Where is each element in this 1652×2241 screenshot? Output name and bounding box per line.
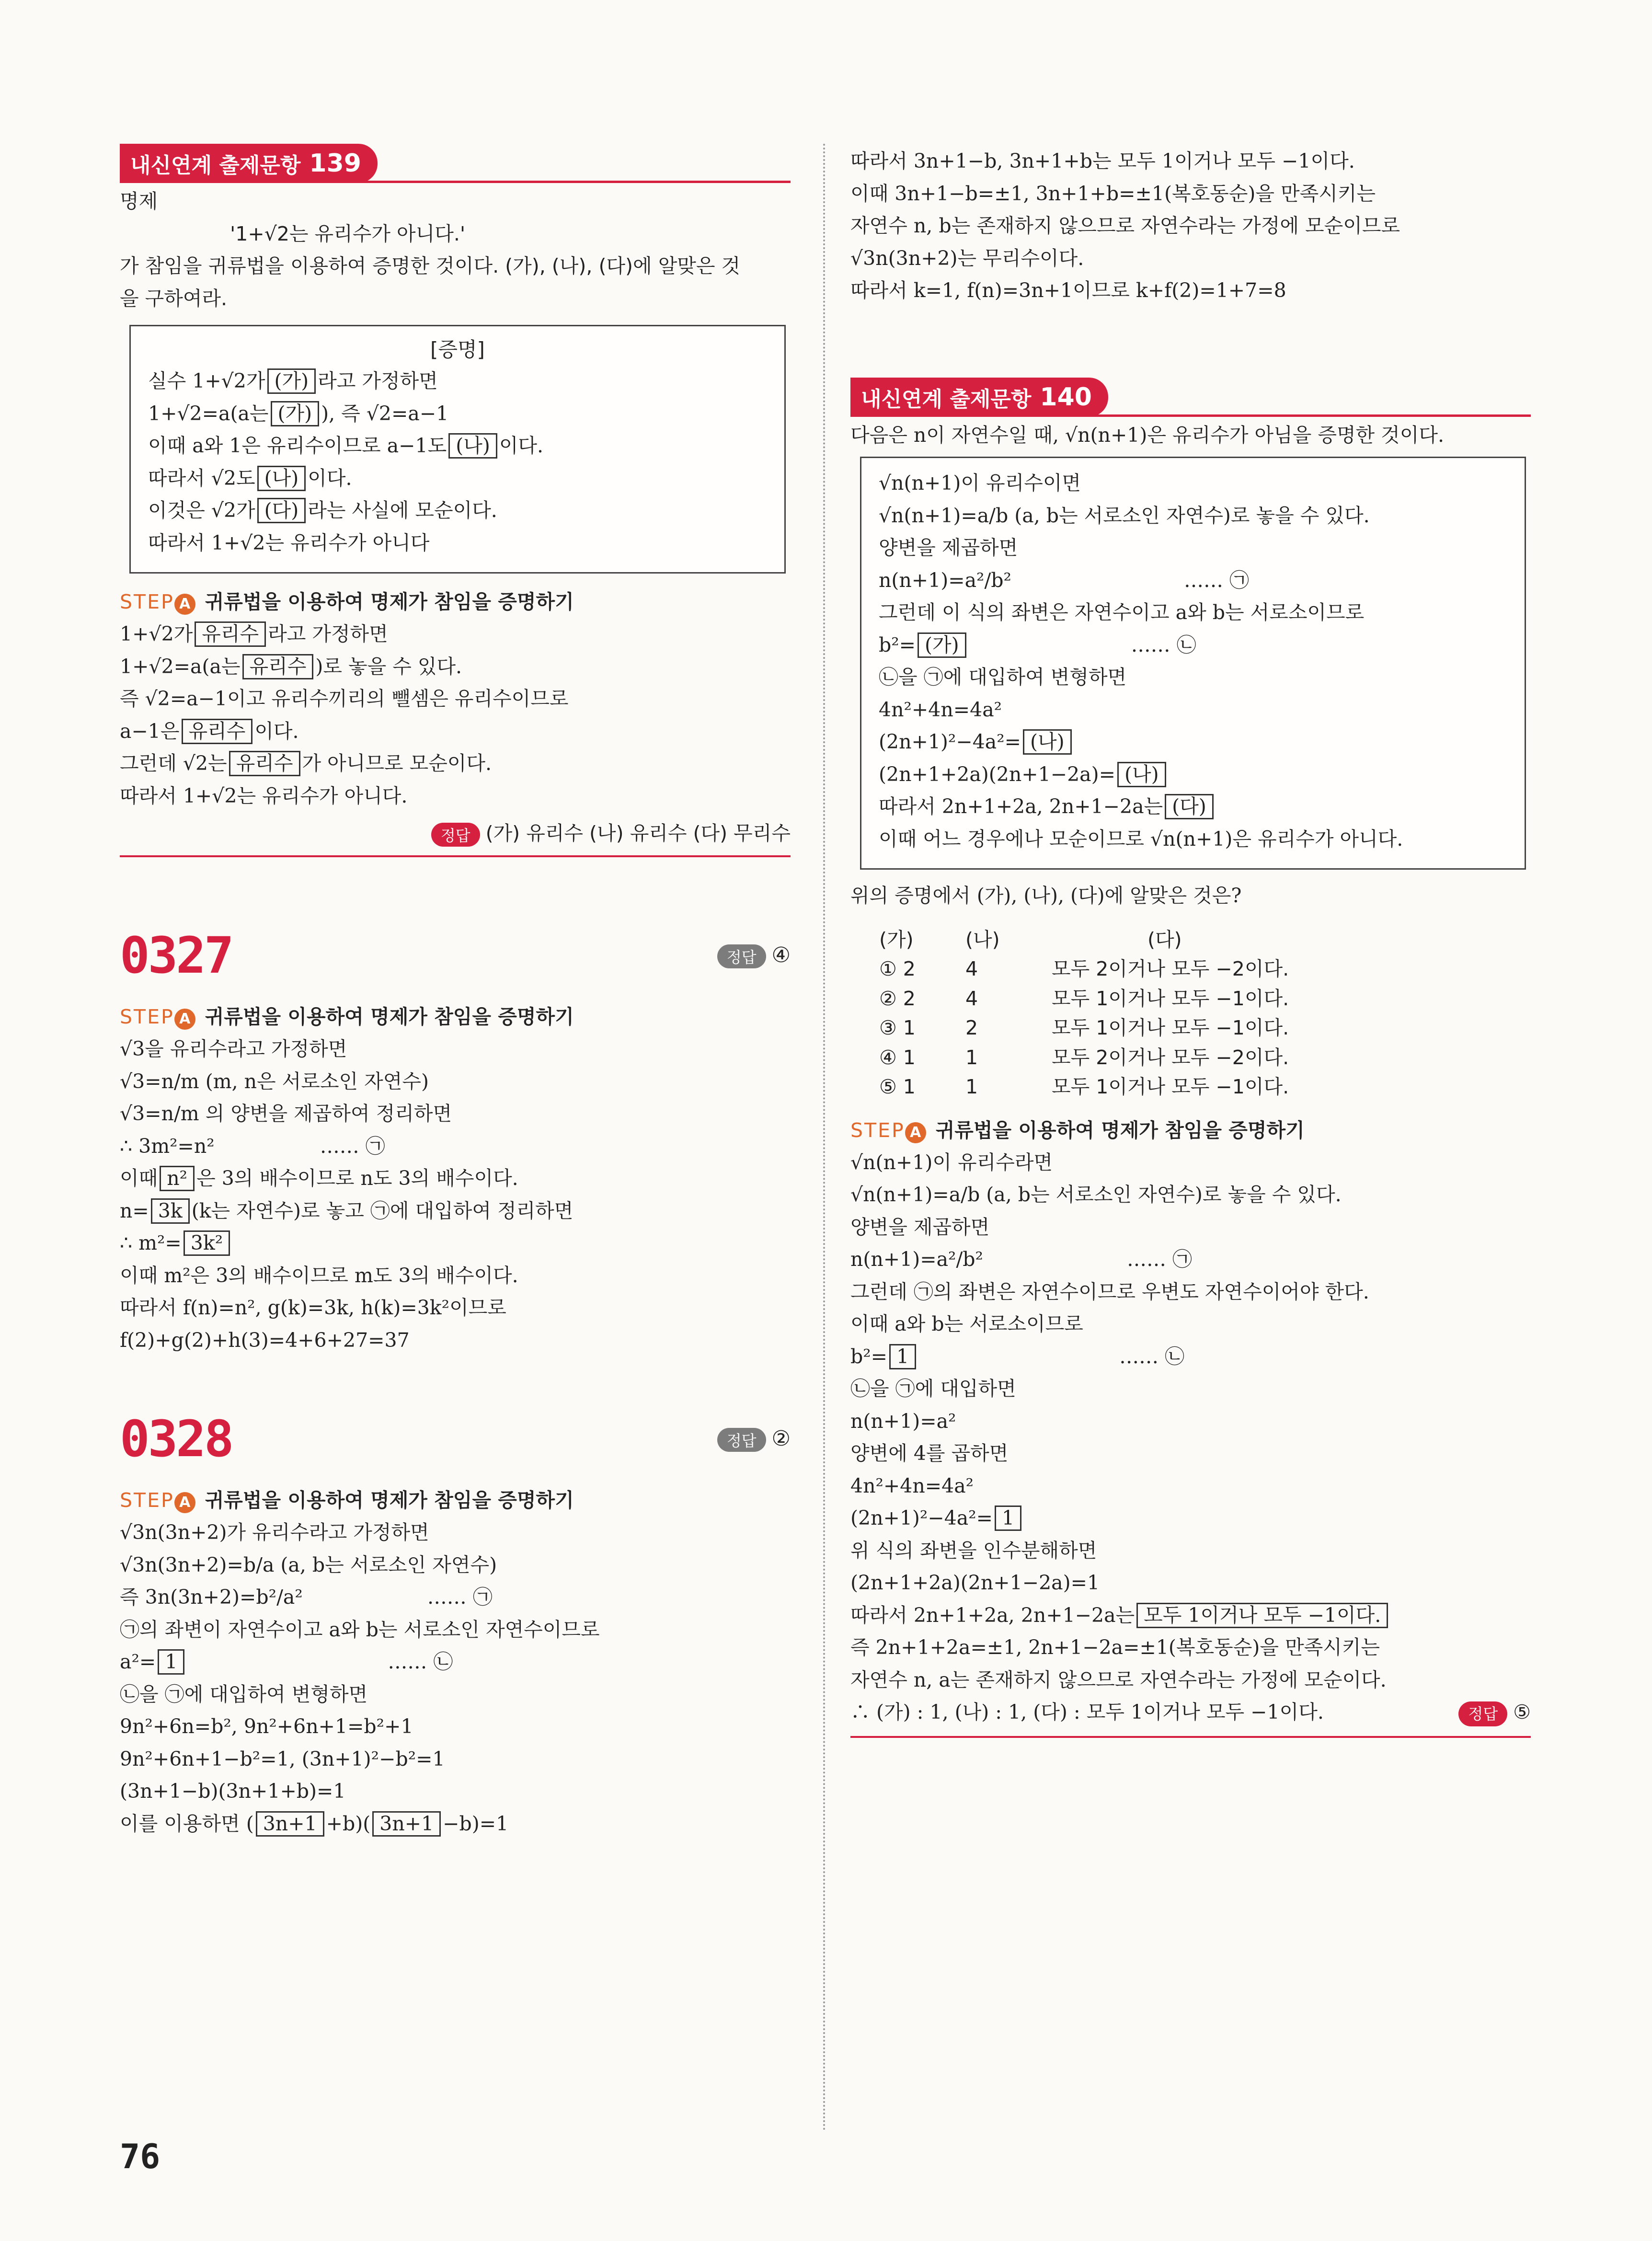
question-140: 위의 증명에서 (가), (나), (다)에 알맞은 것은? bbox=[850, 884, 1242, 907]
column-divider bbox=[823, 144, 825, 2132]
banner-label: 내신연계 출제문항 bbox=[861, 387, 1032, 412]
choice-row[interactable]: ② 2 4 모두 1이거나 모두 −1이다. bbox=[879, 987, 1289, 1010]
banner-label: 내신연계 출제문항 bbox=[130, 153, 301, 178]
right-column bbox=[850, 144, 1531, 1738]
problem-139-text bbox=[120, 187, 791, 313]
problem-line: 가 참임을 귀류법을 이용하여 증명한 것이다. (가), (나), (다)에 알맞은 것 bbox=[120, 254, 741, 277]
problem-banner-140 bbox=[850, 378, 1531, 417]
proof-line: 1+√2=a(a는 (가) ), 즉 √2=a−1 bbox=[148, 399, 767, 429]
question-number: 0327 bbox=[120, 926, 232, 985]
proof-line: 따라서 1+√2는 유리수가 아니다 bbox=[148, 531, 430, 554]
solution-139: 1+√2가 유리수 라고 가정하면 1+√2=a(a는 유리수 )로 놓을 수 있다. 즉 √2=a−1이고 유리수끼리의 뺄셈은 유리수이므로 a−1은 유리수 이다. 그런데 √2는 유리수 가 아니므로 모순이다. 따라서 1+√2는 유리수가 아니다. bbox=[120, 622, 569, 807]
proof-line: 실수 1+√2가 (가) 라고 가정하면 bbox=[148, 367, 767, 396]
step-heading: STEP A 귀류법을 이용하여 명제가 참임을 증명하기 bbox=[850, 1115, 1531, 1143]
answer-140: 정답 ⑤ bbox=[1458, 1698, 1531, 1727]
step-heading: STEP A 귀류법을 이용하여 명제가 참임을 증명하기 bbox=[120, 1001, 791, 1030]
left-column bbox=[120, 144, 791, 1841]
solution-0327: √3을 유리수라고 가정하면 √3=n/m (m, n은 서로소인 자연수) √3=n/m 의 양변을 제곱하여 정리하면 ∴ 3m²=n² …… ㉠ 이때 n² 은 3의 배수이므로 n도 3의 배수이다. n= 3k (k는 자연수)로 놓고 ㉠에 대입하여 정리하면 ∴ m²= 3k² 이때 m²은 3의 배수이므로 m도 3의 배수이다. 따라서 f(n)=n², g(k)=3k, h(k)=3k²이므로 f(2)+g(2)+h(3)=4+6+27=37 bbox=[120, 1037, 574, 1352]
solution-0328: √3n(3n+2)가 유리수라고 가정하면 √3n(3n+2)=b/a (a, b는 서로소인 자연수) 즉 3n(3n+2)=b²/a² …… ㉠ ㉠의 좌변이 자연수이고 a와 b는 서로소인 자연수이므로 a²= 1 …… ㉡ ㉡을 ㉠에 대입하여 변형하면 9n²+6n=b², 9n²+6n+1=b²+1 9n²+6n+1−b²=1, (3n+1)²−b²=1 (3n+1−b)(3n+1+b)=1 이를 이용하면 ( 3n+1 +b)( 3n+1 −b)=1 bbox=[120, 1518, 791, 1839]
answer-139: 정답 (가) 유리수 (나) 유리수 (다) 무리수 bbox=[120, 817, 791, 847]
proof-box-140: √n(n+1)이 유리수이면 √n(n+1)=a/b (a, b는 서로소인 자연수)로 놓을 수 있다. 양변을 제곱하면 n(n+1)=a²/b² …… ㉠ 그런데 이 식의 좌변은 자연수이고 a와 b는 서로소이므로 b²= (가) …… ㉡ ㉡을 ㉠에 대입하여 변형하면 4n²+4n=4a² (2n+1)²−4a²= (나) (2n+1+2a)(2n+1−2a)= (나) 따라서 2n+1+2a, 2n+1−2a는 (다) 이때 어느 경우에나 모순이므로 √n(n+1)은 유리수가 아니다. bbox=[860, 457, 1526, 870]
answer-choices bbox=[879, 925, 1531, 1102]
proof-title: [증명] bbox=[430, 338, 485, 361]
question-header-0327 bbox=[120, 926, 791, 985]
question-header-0328 bbox=[120, 1410, 791, 1468]
step-heading: STEP A 귀류법을 이용하여 명제가 참임을 증명하기 bbox=[120, 1484, 791, 1513]
question-answer: 정답 ② bbox=[717, 1426, 791, 1452]
problem-140-text: 다음은 n이 자연수일 때, √n(n+1)은 유리수가 아님을 증명한 것이다. bbox=[850, 423, 1445, 447]
proof-line: 이것은 √2가 (다) 라는 사실에 모순이다. bbox=[148, 496, 767, 526]
solution-140: √n(n+1)이 유리수라면 √n(n+1)=a/b (a, b는 서로소인 자연수)로 놓을 수 있다. 양변을 제곱하면 n(n+1)=a²/b² …… ㉠ 그런데 ㉠의 좌변은 자연수이므로 우변도 자연수이어야 한다. 이때 a와 b는 서로소이므로 b²= 1 …… ㉡ ㉡을 ㉠에 대입하면 n(n+1)=a² 양변에 4를 곱하면 4n²+4n=4a² (2n+1)²−4a²= 1 위 식의 좌변을 인수분해하면 (2n+1+2a)(2n+1−2a)=1 따라서 2n+1+2a, 2n+1−2a는 모두 1이거나 모두 −1이다. 즉 2n+1+2a=±1, 2n+1−2a=±1(복호동순)을 만족시키는 자연수 n, a는 존재하지 않으므로 자연수라는 가정에 모순이다. ∴ (가) : 1, (나) : 1, (다) : 모두 1이거나 모두 −1이다. 정답 ⑤ bbox=[850, 1148, 1531, 1727]
page-number: 76 bbox=[120, 2137, 161, 2176]
banner-number: 140 bbox=[1040, 382, 1092, 412]
proof-line: 따라서 √2도 (나) 이다. bbox=[148, 464, 767, 494]
banner-number: 139 bbox=[309, 149, 361, 178]
solution-0328-continued: 따라서 3n+1−b, 3n+1+b는 모두 1이거나 모두 −1이다. 이때 3n+1−b=±1, 3n+1+b=±1(복호동순)을 만족시키는 자연수 n, b는 존재하지 않으므로 자연수라는 가정에 모순이므로 √3n(3n+2)는 무리수이다. 따라서 k=1, f(n)=3n+1이므로 k+f(2)=1+7=8 bbox=[850, 149, 1400, 302]
problem-line: '1+√2는 유리수가 아니다.' bbox=[230, 222, 466, 245]
question-number: 0328 bbox=[120, 1410, 232, 1468]
problem-line: 명제 bbox=[120, 190, 158, 213]
question-answer: 정답 ④ bbox=[717, 943, 791, 968]
choice-row[interactable]: ① 2 4 모두 2이거나 모두 −2이다. bbox=[879, 957, 1289, 980]
choices-header: (가) (나) (다) bbox=[879, 928, 1182, 951]
choice-row[interactable]: ③ 1 2 모두 1이거나 모두 −1이다. bbox=[879, 1016, 1289, 1039]
choice-row[interactable]: ④ 1 1 모두 2이거나 모두 −2이다. bbox=[879, 1046, 1289, 1069]
proof-box-139 bbox=[129, 325, 786, 574]
proof-line: 이때 a와 1은 유리수이므로 a−1도 (나) 이다. bbox=[148, 431, 767, 461]
problem-banner-139 bbox=[120, 144, 791, 183]
choice-row[interactable]: ⑤ 1 1 모두 1이거나 모두 −1이다. bbox=[879, 1075, 1289, 1098]
step-heading: STEP A 귀류법을 이용하여 명제가 참임을 증명하기 bbox=[120, 586, 791, 615]
problem-line: 을 구하여라. bbox=[120, 287, 228, 310]
